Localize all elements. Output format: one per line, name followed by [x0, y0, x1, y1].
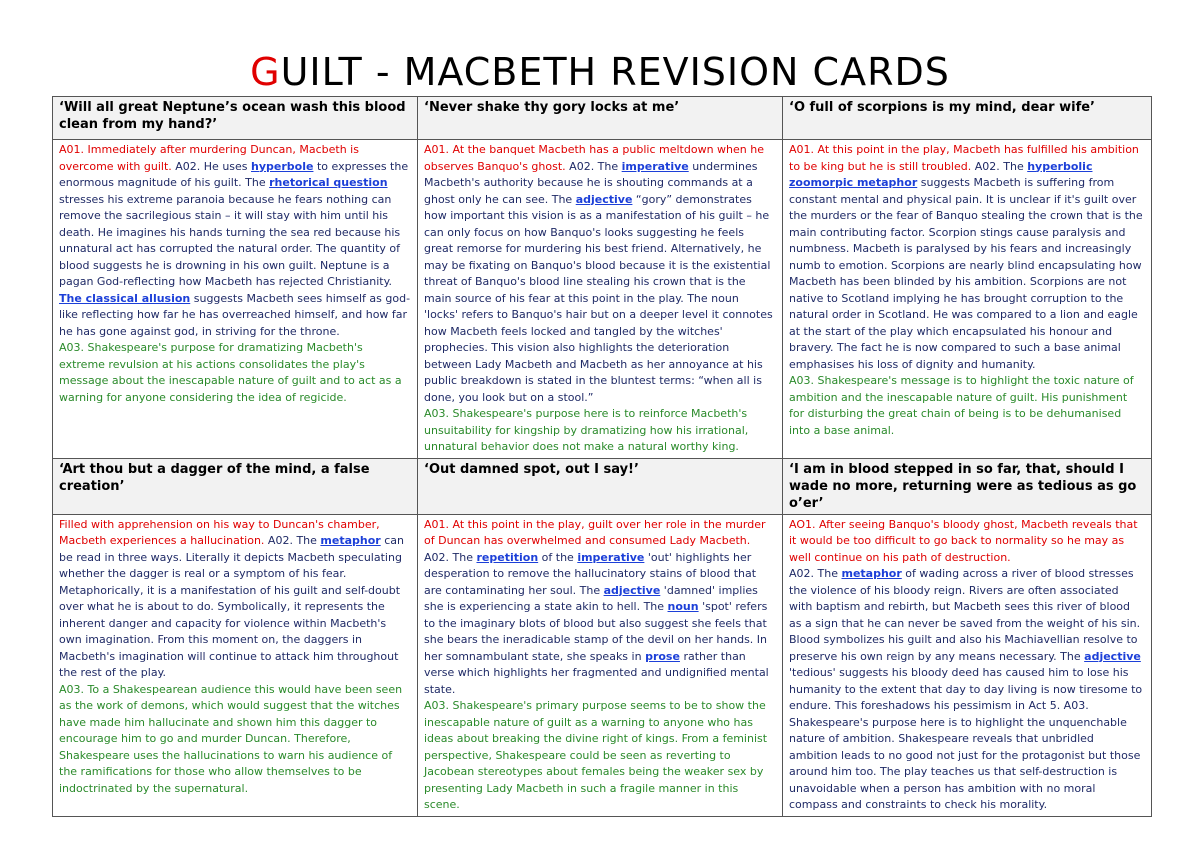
- card-3-quote: ‘O full of scorpions is my mind, dear wife’: [783, 97, 1152, 140]
- card-4-body: Filled with apprehension on his way to Duncan's chamber, Macbeth experiences a hallucination. A02. The metaphor can be read in three ways. Literally it depicts Macbeth speculating whether the dagger is real or a symptom of his fear. Metaphorically, it is a manifestation of his guilt and self-doubt over what he is about to do. Symbolically, it represents the inherent danger and capacity for violence within Macbeth's own imagination. From this moment on, the daggers in Macbeth's imagination will continue to attack him throughout the rest of the play. A03. To a Shakespearean audience this would have been seen as the work of demons, which would suggest that the witches have made him hallucinate and shown him this dagger to encourage him to go and murder Duncan. Therefore, Shakespeare uses the hallucinations to warn his audience of the ramifications for those who allow themselves to be indoctrinated by the supernatural.: [53, 514, 418, 816]
- card-4-quote: ‘Art thou but a dagger of the mind, a false creation’: [53, 458, 418, 514]
- card-6-term-metaphor: metaphor: [841, 567, 902, 580]
- quote-row-2: [53, 458, 1152, 514]
- title-rest: UILT - MACBETH REVISION CARDS: [280, 50, 950, 94]
- card-5-quote: ‘Out damned spot, out I say!’: [418, 458, 783, 514]
- quote-row-1: [53, 97, 1152, 140]
- card-3-ao3: A03. Shakespeare's message is to highlight the toxic nature of ambition and the inescapable nature of guilt. His punishment for disturbing the great chain of being is to be dehumanised into a base animal.: [789, 374, 1134, 437]
- card-6-quote: ‘I am in blood stepped in so far, that, should I wade no more, returning were as tedious as go o’er’: [783, 458, 1152, 514]
- card-4-ao3: A03. To a Shakespearean audience this would have been seen as the work of demons, which would suggest that the witches have made him hallucinate and shown him this dagger to encourage him to go and murder Duncan. Therefore, Shakespeare uses the hallucinations to warn his audience of the ramifications for those who allow themselves to be indoctrinated by the supernatural.: [59, 682, 403, 795]
- card-2-term-imperative: imperative: [621, 159, 689, 173]
- card-6-ao3: A03. Shakespeare's purpose here is to highlight the unquenchable nature of ambition. Shakespeare reveals that unbridled ambition leads to no good not just for the protagonist but those around him too. The play teaches us that self-destruction is unavoidable when a person has ambition with no moral compass and constraints to check his morality.: [789, 699, 1141, 811]
- card-1-ao1: A01. Immediately after murdering Duncan, Macbeth is overcome with guilt.: [59, 143, 359, 173]
- card-2-ao3: A03. Shakespeare's purpose here is to reinforce Macbeth's unsuitability for kingship by dramatizing how his irrational, unnatural behavior does not make a natural worthy king.: [424, 407, 749, 453]
- card-1-term-classical-allusion: The classical allusion: [59, 291, 191, 305]
- card-5-term-noun: noun: [667, 600, 699, 613]
- card-3-body: A01. At this point in the play, Macbeth has fulfilled his ambition to be king but he is still troubled. A02. The hyperbolic zoomorpic metaphor suggests Macbeth is suffering from constant mental and physical pain. It is unclear if it's guilt over the murders or the fear of Banquo stealing the crown that is the main contributing factor. Scorpion stings cause paralysis and numbness. Macbeth is paralysed by his fears and increasingly numb to emotion. Scorpions are nearly blind encapsulating how Macbeth has been blinded by his ambition. Scorpions are not native to Scotland implying he has brought corruption to the natural order in Scotland. He was compared to a lion and eagle at the start of the play which encapsulated his honour and bravery. The fact he is now compared to such a base animal emphasises his loss of dignity and humanity. A03. Shakespeare's message is to highlight the toxic nature of ambition and the inescapable nature of guilt. His punishment for disturbing the great chain of being is to be dehumanised into a base animal.: [783, 140, 1152, 459]
- card-5-term-prose: prose: [645, 649, 680, 663]
- page-title: [0, 50, 1200, 94]
- title-first-letter: G: [250, 50, 281, 94]
- card-5-term-adjective: adjective: [603, 583, 661, 597]
- revision-cards-table: [52, 96, 1152, 817]
- card-3-term-metaphor: hyperbolic zoomorpic metaphor: [789, 159, 1093, 189]
- card-5-term-repetition: repetition: [476, 550, 539, 564]
- body-row-2: [53, 514, 1152, 816]
- card-5-body: A01. At this point in the play, guilt over her role in the murder of Duncan has overwhelmed and consumed Lady Macbeth. A02. The repetition of the imperative 'out' highlights her desperation to remove the hallucinatory stains of blood that are contaminating her soul. The adjective 'damned' implies she is experiencing a state akin to hell. The noun 'spot' refers to the imaginary blots of blood but also suggest she feels that she bears the ineradicable stamp of the devil on her hands. In her somnambulant state, she speaks in prose rather than verse which highlights her fragmented and undignified mental state. A03. Shakespeare's primary purpose seems to be to show the inescapable nature of guilt as a warning to anyone who has ideas about breaking the divine right of kings. From a feminist perspective, Shakespeare could be seen as reverting to Jacobean stereotypes about females being the weaker sex by presenting Lady Macbeth in such a fragile manner in this scene.: [418, 514, 783, 816]
- card-1-term-rhetorical-question: rhetorical question: [269, 176, 388, 189]
- card-4-term-metaphor: metaphor: [320, 534, 381, 547]
- card-6-ao1: AO1. After seeing Banquo's bloody ghost, Macbeth reveals that it would be too difficult to go back to normality so he may as well continue on his path of destruction.: [789, 517, 1138, 564]
- card-5-ao1: A01. At this point in the play, guilt over her role in the murder of Duncan has overwhelmed and consumed Lady Macbeth.: [424, 517, 766, 547]
- card-1-body: A01. Immediately after murdering Duncan, Macbeth is overcome with guilt. A02. He uses hyperbole to expresses the enormous magnitude of his guilt. The rhetorical question stresses his extreme paranoia because he fears nothing can remove the sacrilegious stain – it will stay with him until his death. He imagines his hands turning the sea red because his unnatural act has corrupted the natural order. The quantity of blood suggests he is drowning in his own guilt. Neptune is a pagan God-reflecting how Macbeth has rejected Christianity. The classical allusion suggests Macbeth sees himself as god-like reflecting how far he has overreached himself, and how far he has gone against god, in striving for the throne. A03. Shakespeare's purpose for dramatizing Macbeth's extreme revulsion at his actions consolidates the play's message about the inescapable nature of guilt and to act as a warning for anyone considering the idea of regicide.: [53, 140, 418, 459]
- card-3-ao1: A01. At this point in the play, Macbeth has fulfilled his ambition to be king but he is still troubled.: [789, 143, 1139, 173]
- card-5-term-imperative: imperative: [577, 550, 645, 564]
- card-2-term-adjective: adjective: [575, 192, 633, 206]
- card-5-ao3: A03. Shakespeare's primary purpose seems to be to show the inescapable nature of guilt as a warning to anyone who has ideas about breaking the divine right of kings. From a feminist perspective, Shakespeare could be seen as reverting to Jacobean stereotypes about females being the weaker sex by presenting Lady Macbeth in such a fragile manner in this scene.: [424, 699, 768, 811]
- card-4-ao1: Filled with apprehension on his way to Duncan's chamber, Macbeth experiences a hallucination.: [59, 517, 380, 547]
- card-6-body: AO1. After seeing Banquo's bloody ghost, Macbeth reveals that it would be too difficult to go back to normality so he may as well continue on his path of destruction. A02. The metaphor of wading across a river of blood stresses the violence of his bloody reign. Rivers are often associated with baptism and rebirth, but Macbeth sees this river of blood as a sign that he can never be saved from the weight of his sin. Blood symbolizes his guilt and also his Machiavellian resolve to preserve his own reign by any means necessary. The adjective 'tedious' suggests his bloody deed has caused him to lose his humanity to the extent that day to day living is now tiresome to endure. This foreshadows his pessimism in Act 5. A03. Shakespeare's purpose here is to highlight the unquenchable nature of ambition. Shakespeare reveals that unbridled ambition leads to no good not just for the protagonist but those around him too. The play teaches us that self-destruction is unavoidable when a person has ambition with no moral compass and constraints to check his morality.: [783, 514, 1152, 816]
- body-row-1: [53, 140, 1152, 459]
- card-2-body: A01. At the banquet Macbeth has a public meltdown when he observes Banquo's ghost. A02. The imperative undermines Macbeth's authority because he is shouting commands at a ghost only he can see. The adjective “gory” demonstrates how important this vision is as a manifestation of his guilt – he can only focus on how Banquo's looks suggesting he feels great remorse for murdering his best friend. Alternatively, he may be fixating on Banquo's blood because it is the existential threat of Banquo's blood line stealing his crown that is the main source of his fear at this point in the play. The noun 'locks' refers to Banquo's hair but on a deeper level it connotes how Macbeth feels locked and tangled by the witches' prophecies. This vision also highlights the deterioration between Lady Macbeth and Macbeth as her annoyance at his public breakdown is stated in the bluntest terms: “when all is done, you look but on a stool.” A03. Shakespeare's purpose here is to reinforce Macbeth's unsuitability for kingship by dramatizing how his irrational, unnatural behavior does not make a natural worthy king.: [418, 140, 783, 459]
- card-1-term-hyperbole: hyperbole: [251, 159, 314, 173]
- card-2-quote: ‘Never shake thy gory locks at me’: [418, 97, 783, 140]
- card-2-ao1: A01. At the banquet Macbeth has a public meltdown when he observes Banquo's ghost.: [424, 143, 764, 173]
- card-6-term-adjective: adjective: [1084, 649, 1141, 663]
- card-1-quote: ‘Will all great Neptune’s ocean wash this blood clean from my hand?’: [53, 97, 418, 140]
- card-1-ao3: A03. Shakespeare's purpose for dramatizing Macbeth's extreme revulsion at his actions consolidates the play's message about the inescapable nature of guilt and to act as a warning for anyone considering the idea of regicide.: [59, 341, 402, 404]
